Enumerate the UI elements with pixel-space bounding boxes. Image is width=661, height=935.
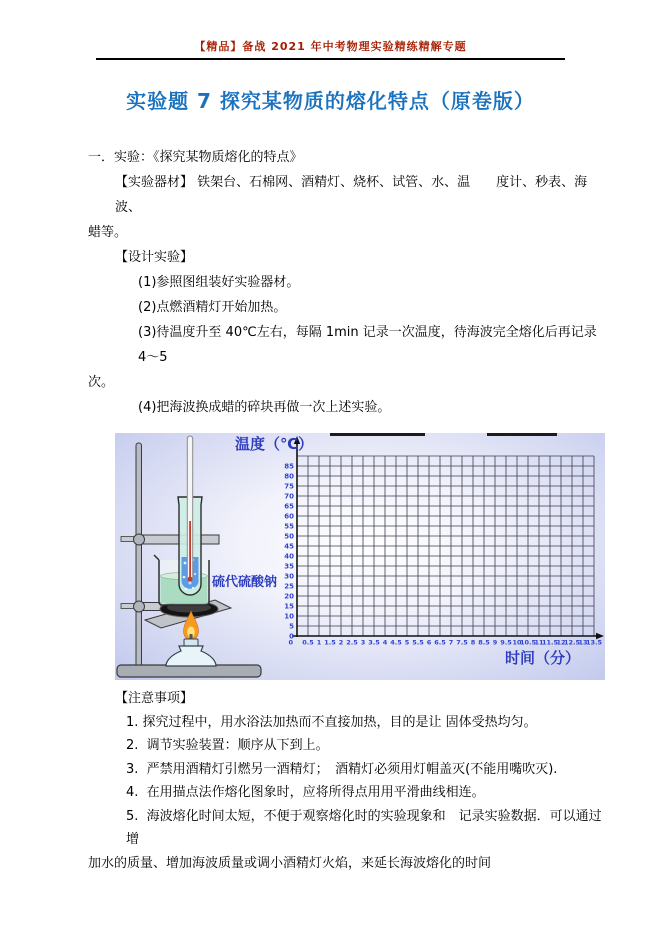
x-tick-label: 10 bbox=[512, 638, 522, 647]
text-line: 2. 调节实验装置：顺序从下到上。 bbox=[126, 738, 329, 753]
y-tick-label: 60 bbox=[284, 512, 294, 521]
text-line: (4)把海波换成蜡的碎块再做一次上述实验。 bbox=[138, 400, 391, 415]
x-tick-label: 9 bbox=[492, 638, 498, 647]
notes-section bbox=[88, 687, 605, 875]
y-tick-label: 75 bbox=[284, 482, 294, 491]
x-tick-label: 3.5 bbox=[368, 638, 380, 647]
y-tick-label: 85 bbox=[284, 462, 294, 471]
y-tick-label: 5 bbox=[289, 622, 294, 631]
header-divider bbox=[96, 58, 565, 60]
text-line: 次。 bbox=[88, 375, 115, 390]
text-line: 加水的质量、增加海波质量或调小酒精灯火焰，来延长海波熔化的时间 bbox=[88, 855, 492, 871]
x-tick-label: 2 bbox=[338, 638, 344, 647]
x-tick-label: 11 bbox=[534, 638, 544, 647]
experiment-body-text bbox=[88, 145, 605, 420]
text-line: (1)参照图组装好实验器材。 bbox=[138, 275, 300, 290]
y-tick-label: 70 bbox=[284, 492, 294, 501]
y-tick-label: 40 bbox=[284, 552, 294, 561]
y-tick-label: 45 bbox=[284, 542, 294, 551]
y-tick-label: 15 bbox=[284, 602, 294, 611]
y-tick-label: 35 bbox=[284, 562, 294, 571]
x-tick-label: 4.5 bbox=[390, 638, 402, 647]
x-tick-label: 4 bbox=[382, 638, 388, 647]
x-tick-label: 1.5 bbox=[324, 638, 336, 647]
x-tick-label: 6 bbox=[426, 638, 432, 647]
text-line: (2)点燃酒精灯开始加热。 bbox=[138, 300, 287, 315]
x-tick-label: 8.5 bbox=[478, 638, 490, 647]
origin-label: 0 bbox=[288, 638, 293, 647]
figure-artifact-bar bbox=[487, 433, 557, 436]
y-tick-label: 25 bbox=[284, 582, 294, 591]
x-tick-label: 12.5 bbox=[563, 638, 581, 647]
document-content bbox=[88, 145, 605, 875]
y-tick-label: 0 bbox=[289, 632, 294, 641]
figure-artifact-bar bbox=[330, 433, 425, 436]
y-tick-label: 20 bbox=[284, 592, 294, 601]
y-tick-label: 80 bbox=[284, 472, 294, 481]
x-tick-label: 6.5 bbox=[434, 638, 446, 647]
y-tick-label: 55 bbox=[284, 522, 294, 531]
x-tick-label: 10.5 bbox=[519, 638, 537, 647]
x-tick-label: 2.5 bbox=[346, 638, 358, 647]
text-line: 一．实验：《探究某物质熔化的特点》 bbox=[88, 150, 303, 165]
x-tick-label: 7.5 bbox=[456, 638, 468, 647]
text-line: (3)待温度升至 40℃左右，每隔 1min 记录一次温度，待海波完全熔化后再记录 4～5 bbox=[138, 325, 601, 365]
x-tick-label: 11.5 bbox=[541, 638, 559, 647]
y-tick-label: 50 bbox=[284, 532, 294, 541]
x-tick-label: 5.5 bbox=[412, 638, 424, 647]
x-tick-label: 1 bbox=[316, 638, 322, 647]
x-tick-label: 0.5 bbox=[302, 638, 314, 647]
x-tick-label: 13.5 bbox=[585, 638, 603, 647]
header-title: 【精品】备战 2021 年中考物理实验精练精解专题 bbox=[194, 40, 467, 53]
x-tick-label: 5 bbox=[404, 638, 410, 647]
text-line: 【设计实验】 bbox=[115, 250, 194, 265]
x-tick-label: 3 bbox=[360, 638, 366, 647]
text-line: 蜡等。 bbox=[88, 225, 128, 240]
thermometer-icon bbox=[187, 436, 192, 581]
text-line: 1. 探究过程中，用水浴法加热而不直接加热，目的是让 固体受热均匀。 bbox=[126, 714, 537, 730]
y-tick-label: 10 bbox=[284, 612, 294, 621]
text-line: 【实验器材】 铁架台、石棉网、酒精灯、烧杯、试管、水、温 度计、秒表、海波、 bbox=[115, 175, 588, 215]
x-tick-label: 13 bbox=[578, 638, 588, 647]
text-line: 4. 在用描点法作熔化图象时，应将所得点用用平滑曲线相连。 bbox=[126, 785, 485, 800]
text-line: 5. 海波熔化时间太短，不便于观察熔化时的实验现象和 记录实验数据．可以通过增 bbox=[126, 808, 602, 847]
text-line: 【注意事项】 bbox=[115, 691, 194, 706]
y-tick-label: 65 bbox=[284, 502, 294, 511]
y-tick-label: 30 bbox=[284, 572, 294, 581]
x-tick-label: 7 bbox=[448, 638, 454, 647]
graph-grid bbox=[284, 436, 604, 647]
page-title: 实验题 7 探究某物质的熔化特点（原卷版） bbox=[126, 89, 535, 113]
substance-label: 硫代硫酸钠 bbox=[212, 575, 278, 590]
x-tick-label: 9.5 bbox=[500, 638, 512, 647]
experiment-figure bbox=[115, 433, 605, 680]
text-line: 3. 严禁用酒精灯引燃另一酒精灯； 酒精灯必须用灯帽盖灭(不能用嘴吹灭). bbox=[126, 761, 558, 777]
x-tick-label: 8 bbox=[470, 638, 476, 647]
x-tick-label: 12 bbox=[556, 638, 566, 647]
y-axis-label: 温度（℃） bbox=[235, 435, 314, 453]
page-header bbox=[0, 0, 661, 60]
apparatus-illustration bbox=[115, 433, 300, 680]
x-axis-label: 时间（分） bbox=[505, 649, 581, 667]
alcohol-lamp-icon bbox=[166, 634, 216, 666]
